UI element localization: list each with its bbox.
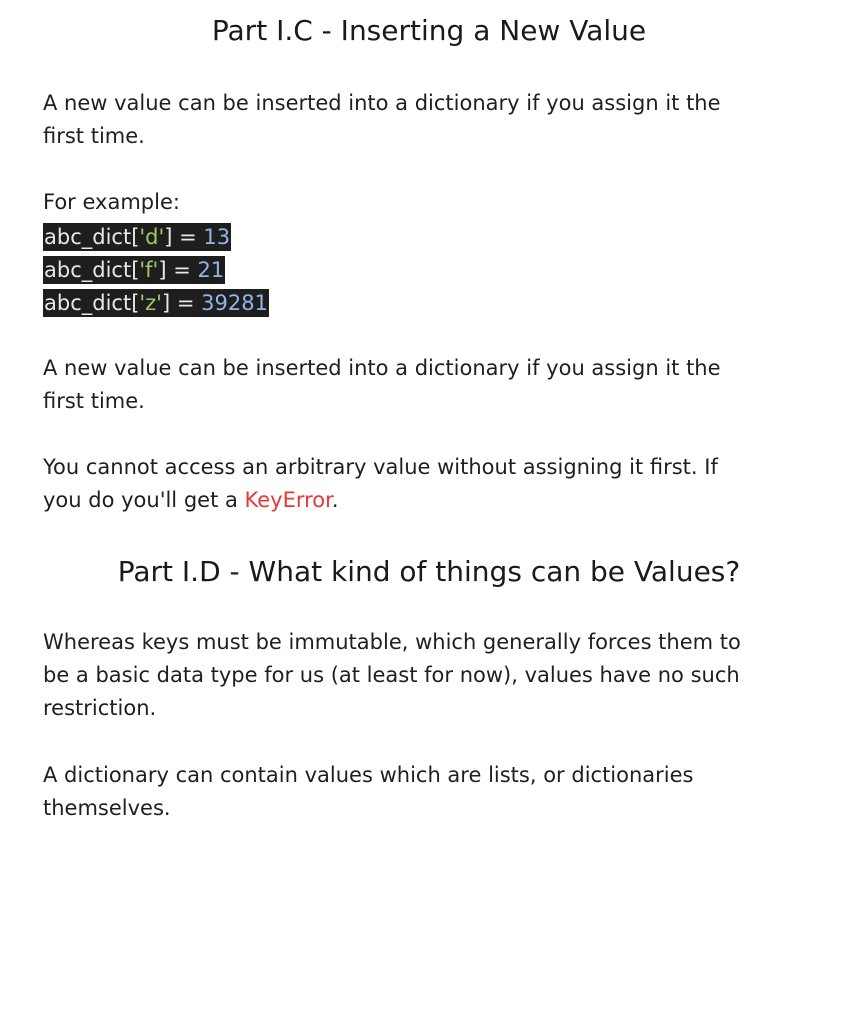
repeat-line-2: first time. bbox=[43, 389, 145, 413]
keyerror-text: KeyError bbox=[244, 488, 332, 512]
example-label: For example: bbox=[43, 190, 180, 214]
code-line-3 bbox=[43, 289, 269, 317]
access-line-2-suffix: . bbox=[331, 488, 339, 512]
code-string: 'f' bbox=[139, 258, 159, 282]
para2-line-2: themselves. bbox=[43, 796, 171, 820]
intro-line-1: A new value can be inserted into a dictionary if you assign it the bbox=[43, 91, 721, 115]
section-c-intro bbox=[43, 87, 843, 153]
code-text: abc_dict[ bbox=[44, 258, 140, 282]
code-text: abc_dict[ bbox=[44, 291, 140, 315]
intro-line-2: first time. bbox=[43, 124, 145, 148]
para1-line-1: Whereas keys must be immutable, which generally forces them to bbox=[43, 630, 741, 654]
code-line-1 bbox=[43, 223, 231, 251]
section-d-para-2 bbox=[43, 759, 843, 825]
code-text: ] = bbox=[158, 258, 198, 282]
access-line-2-prefix: you do you'll get a bbox=[43, 488, 245, 512]
access-line-1: You cannot access an arbitrary value without assigning it first. If bbox=[43, 455, 718, 479]
code-text: ] = bbox=[164, 225, 204, 249]
code-number: 21 bbox=[197, 258, 225, 282]
section-c-heading: Part I.C - Inserting a New Value bbox=[211, 14, 647, 47]
para1-line-3: restriction. bbox=[43, 696, 157, 720]
code-text: abc_dict[ bbox=[44, 225, 140, 249]
code-text: ] = bbox=[161, 291, 202, 315]
code-string: 'd' bbox=[139, 225, 165, 249]
section-d-para-1 bbox=[43, 626, 843, 725]
code-string: 'z' bbox=[139, 291, 162, 315]
section-c-access bbox=[43, 451, 843, 517]
section-d-heading: Part I.D - What kind of things can be Values? bbox=[117, 555, 741, 588]
section-c-repeat bbox=[43, 352, 843, 418]
code-line-2 bbox=[43, 256, 225, 284]
para1-line-2: be a basic data type for us (at least for now), values have no such bbox=[43, 663, 740, 687]
para2-line-1: A dictionary can contain values which are lists, or dictionaries bbox=[43, 763, 694, 787]
repeat-line-1: A new value can be inserted into a dictionary if you assign it the bbox=[43, 356, 721, 380]
code-number: 13 bbox=[203, 225, 231, 249]
code-number: 39281 bbox=[201, 291, 268, 315]
